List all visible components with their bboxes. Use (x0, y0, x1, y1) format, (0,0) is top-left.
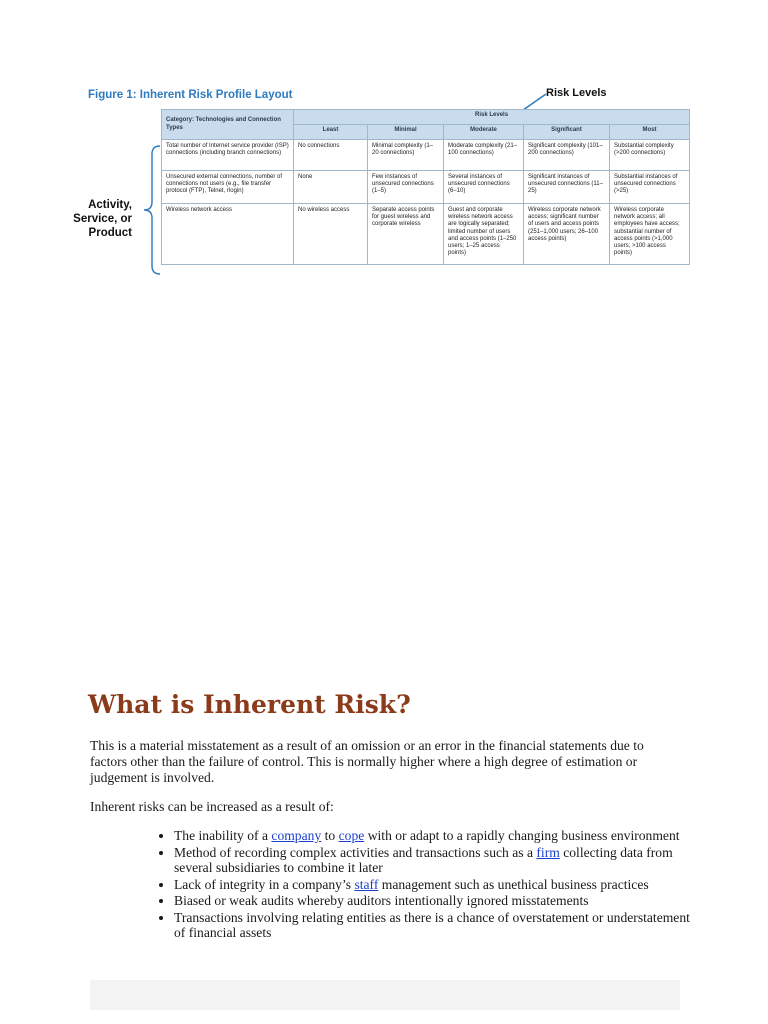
level-header: Minimal (368, 125, 444, 140)
list-item: • Biased or weak audits whereby auditors intentionally ignored misstatements (174, 893, 694, 909)
risk-levels-callout: Risk Levels (546, 87, 607, 99)
row-category: Total number of Internet service provider (ISP) connections (including branch connections) (162, 140, 294, 171)
intro-paragraph: This is a material misstatement as a result of an omission or an error in the financial statements due to factors other than the failure of control. This is normally higher where a high degree of estimation or judgement is involved. (90, 738, 644, 785)
table-cell: No wireless access (294, 204, 368, 265)
list-item (174, 845, 694, 876)
list-item (174, 877, 694, 893)
list-item: • Transactions involving relating entities as there is a chance of overstatement or understatement of financial assets (174, 910, 694, 941)
section-heading: What is Inherent Risk? (88, 690, 411, 719)
side-label-line: Product (88, 227, 132, 239)
table-cell: Separate access points for guest wireless and corporate wireless (368, 204, 444, 265)
staff-link[interactable]: staff (354, 876, 379, 892)
curly-brace-icon (140, 144, 162, 276)
footer-bar (90, 980, 680, 1010)
activity-label (60, 198, 132, 240)
text-span: collecting data from several subsidiaries to combine it later (174, 844, 673, 875)
table-cell: Wireless corporate network access; all employees have access; substantial number of access points (>1,000 users; >100 access points) (610, 204, 690, 265)
text-span: with or adapt to a rapidly changing business environment (364, 828, 680, 843)
table-cell: None (294, 171, 368, 204)
table-cell: Significant complexity (101–200 connections) (524, 140, 610, 171)
category-header: Category: Technologies and Connection Types (162, 110, 294, 140)
text-span: Method of recording complex activities and transactions such as a (174, 844, 537, 860)
list-item (174, 828, 694, 844)
text-span: management such as unethical business practices (378, 876, 649, 892)
table-cell: Moderate complexity (21–100 connections) (444, 140, 524, 171)
table-cell: Substantial instances of unsecured connections (>25) (610, 171, 690, 204)
table-cell: Few instances of unsecured connections (1–5) (368, 171, 444, 204)
risk-profile-table (161, 109, 690, 265)
cope-link[interactable]: cope (338, 828, 365, 843)
table-cell: Substantial complexity (>200 connections) (610, 140, 690, 171)
table-cell: No connections (294, 140, 368, 171)
table-cell: Significant instances of unsecured connections (11–25) (524, 171, 610, 204)
level-header: Most (610, 125, 690, 140)
table-row (162, 171, 690, 204)
table-cell: Several instances of unsecured connections (6–10) (444, 171, 524, 204)
company-link[interactable]: company (271, 828, 322, 843)
row-category: Wireless network access (162, 204, 294, 265)
level-header: Significant (524, 125, 610, 140)
risk-causes-list (150, 828, 694, 942)
table-row (162, 140, 690, 171)
table-cell: Guest and corporate wireless network access are logically separated; limited number of users and access points (1–250 users; 1–25 access points) (444, 204, 524, 265)
text-span: to (321, 828, 339, 843)
table-cell: Wireless corporate network access; significant number of users and access points (251–1,000 users; 26–100 access points) (524, 204, 610, 265)
firm-link[interactable]: firm (536, 844, 560, 860)
level-header: Moderate (444, 125, 524, 140)
level-header: Least (294, 125, 368, 140)
table-row (162, 204, 690, 265)
figure-title: Figure 1: Inherent Risk Profile Layout (88, 89, 293, 101)
risk-levels-header: Risk Levels (294, 110, 690, 125)
side-label-line: Service, or (73, 213, 132, 225)
text-span: The inability of a (174, 828, 272, 843)
causes-intro: Inherent risks can be increased as a result of: (90, 799, 334, 814)
table-cell: Minimal complexity (1–20 connections) (368, 140, 444, 171)
text-span: Lack of integrity in a company’s (174, 876, 355, 892)
side-label-line: Activity, (88, 199, 132, 211)
row-category: Unsecured external connections, number of connections not users (e.g., file transfer protocol (FTP), Telnet, rlogin) (162, 171, 294, 204)
